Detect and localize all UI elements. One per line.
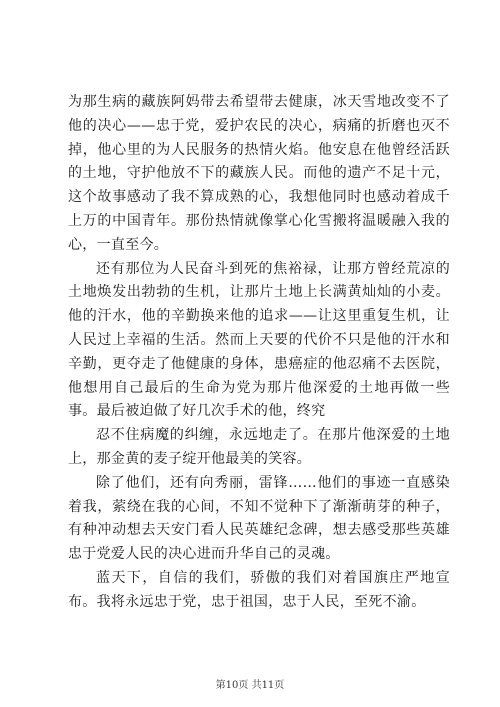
page-footer: 第10页 共11页 xyxy=(215,680,285,691)
document-body xyxy=(68,91,450,615)
paragraph-2: 还有那位为人民奋斗到死的焦裕禄，让那方曾经荒凉的土地焕发出勃勃的生机，让那片土地上长满黄灿灿的小麦。他的汗水，他的辛勤换来他的追求——让这里重复生机，让人民过上幸福的生活。然而上天要的代价不只是他的汗水和辛勤，更夺走了他健康的身体，患癌症的他忍痛不去医院，他想用自己最后的生命为党为那片他深爱的土地再做一些事。最后被迫做了好几次手术的他，终究 xyxy=(68,260,450,420)
paragraph-1: 为那生病的藏族阿妈带去希望带去健康，冰天雪地改变不了他的决心——忠于党，爱护农民的决心，病痛的折磨也灭不掉，他心里的为人民服务的热情火焰。他安息在他曾经活跃的土地，守护他放不下的藏族人民。而他的遗产不足十元，这个故事感动了我不算成熟的心，我想他同时也感动着成千上万的中国青年。那份热情就像掌心化雪搬将温暖融入我的心，一直至今。 xyxy=(68,94,450,253)
paragraph-4: 除了他们，还有向秀丽，雷锋……他们的事迹一直感染着我，萦绕在我的心间，不知不觉种下了渐渐萌芽的种子，有种冲动想去天安门看人民英雄纪念碑，想去感受那些英雄忠于党爱人民的决心进而升华自己的灵魂。 xyxy=(68,474,450,563)
paragraph-5: 蓝天下，自信的我们，骄傲的我们对着国旗庄严地宣布。我将永远忠于党，忠于祖国，忠于人民，至死不渝。 xyxy=(68,569,450,610)
paragraph-3: 忍不住病魔的纠缠，永远地走了。在那片他深爱的土地上，那金黄的麦子绽开他最美的笑容。 xyxy=(68,427,450,467)
